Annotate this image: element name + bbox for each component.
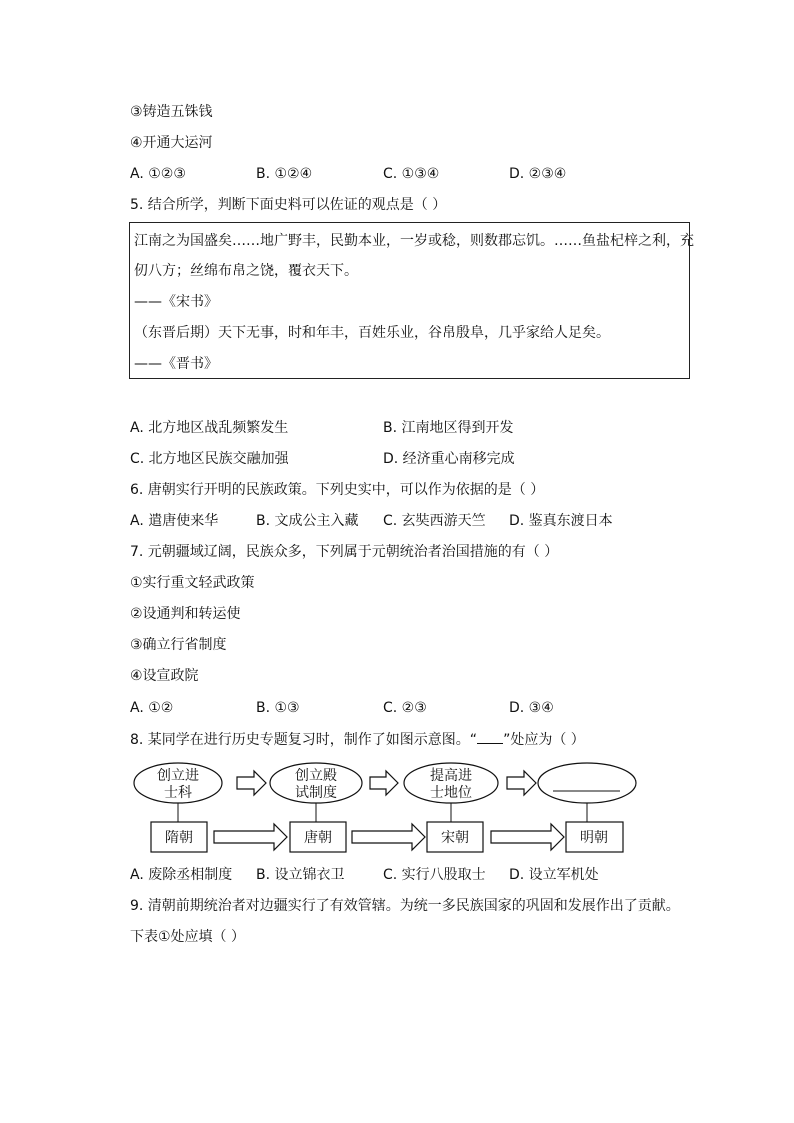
diagram-box-song-label: 宋朝 xyxy=(441,830,469,846)
q8-stem xyxy=(130,730,585,749)
q8-blank xyxy=(477,730,503,744)
diagram-arrow-top-3 xyxy=(507,771,536,795)
q9-stem-line-1: 9. 清朝前期统治者对边疆实行了有效管辖。为统一多民族国家的巩固和发展作出了贡献。 xyxy=(130,898,680,914)
q6-option-c[interactable]: C. 玄奘西游天竺 xyxy=(383,513,486,529)
diagram-arrow-bottom-3 xyxy=(491,824,564,850)
q5-source-line-1: 江南之为国盛矣……地广野丰，民勤本业，一岁或稔，则数郡忘饥。……鱼盐杞梓之利，充 xyxy=(134,233,694,249)
q4-item-4: ④开通大运河 xyxy=(130,135,213,151)
q5-option-a[interactable]: A. 北方地区战乱频繁发生 xyxy=(130,420,289,436)
diagram-oval-1-line-1: 创立进 xyxy=(157,768,199,784)
q6-option-a[interactable]: A. 遣唐使来华 xyxy=(130,513,219,529)
q5-source-citation-1: ——《宋书》 xyxy=(134,294,218,310)
q6-stem: 6. 唐朝实行开明的民族政策。下列史实中，可以作为依据的是（ ） xyxy=(130,482,545,498)
q8-option-a[interactable]: A. 废除丞相制度 xyxy=(130,867,233,883)
q7-option-a[interactable]: A. ①② xyxy=(130,700,174,716)
q7-option-d[interactable]: D. ③④ xyxy=(509,700,554,716)
q8-option-c[interactable]: C. 实行八股取士 xyxy=(383,867,486,883)
q5-stem: 5. 结合所学，判断下面史料可以佐证的观点是（ ） xyxy=(130,197,447,213)
q5-source-box xyxy=(129,222,694,379)
diagram-arrow-top-1 xyxy=(237,771,266,795)
diagram-arrow-bottom-1 xyxy=(214,824,287,850)
diagram-box-ming-label: 明朝 xyxy=(580,830,608,846)
q4-option-b[interactable]: B. ①②④ xyxy=(256,166,313,182)
q4-item-3: ③铸造五铢钱 xyxy=(130,104,213,120)
q9-stem-line-2: 下表①处应填（ ） xyxy=(130,929,246,945)
diagram-arrow-bottom-2 xyxy=(352,824,425,850)
q5-option-d[interactable]: D. 经济重心南移完成 xyxy=(383,451,515,467)
q7-item-1: ①实行重文轻武政策 xyxy=(130,575,255,591)
diagram-oval-3-line-2: 士地位 xyxy=(430,785,472,801)
diagram-oval-2-line-1: 创立殿 xyxy=(295,768,337,784)
q5-source-line-3: （东晋后期）天下无事，时和年丰，百姓乐业，谷帛殷阜，几乎家给人足矣。 xyxy=(134,325,610,341)
q5-option-c[interactable]: C. 北方地区民族交融加强 xyxy=(130,451,289,467)
q5-source-citation-2: ——《晋书》 xyxy=(134,356,218,372)
diagram-oval-3-line-1: 提高进 xyxy=(430,768,472,784)
q7-item-3: ③确立行省制度 xyxy=(130,637,227,653)
q6-option-b[interactable]: B. 文成公主入藏 xyxy=(256,513,359,529)
q4-option-a[interactable]: A. ①②③ xyxy=(130,166,186,182)
q5-option-b[interactable]: B. 江南地区得到开发 xyxy=(383,420,514,436)
diagram-oval-1-line-2: 士科 xyxy=(164,785,192,801)
q6-option-d[interactable]: D. 鉴真东渡日本 xyxy=(509,513,613,529)
diagram-oval-4-blank xyxy=(538,763,636,803)
q7-item-2: ②设通判和转运使 xyxy=(130,606,241,622)
q7-option-c[interactable]: C. ②③ xyxy=(383,700,427,716)
q7-stem: 7. 元朝疆域辽阔，民族众多，下列属于元朝统治者治国措施的有（ ） xyxy=(130,544,559,560)
diagram-box-sui-label: 隋朝 xyxy=(165,830,193,846)
diagram-oval-2-line-2: 试制度 xyxy=(295,785,337,801)
q7-item-4: ④设宣政院 xyxy=(130,668,199,684)
q8-option-d[interactable]: D. 设立军机处 xyxy=(509,867,599,883)
q8-stem-before: 8. 某同学在进行历史专题复习时，制作了如图示意图。“ xyxy=(130,732,478,748)
q5-source-line-2: 仞八方；丝绵布帛之饶，覆衣天下。 xyxy=(134,263,358,279)
q8-diagram xyxy=(0,758,794,878)
diagram-arrow-top-2 xyxy=(370,771,398,795)
diagram-box-tang-label: 唐朝 xyxy=(304,830,332,846)
q4-option-d[interactable]: D. ②③④ xyxy=(509,166,567,182)
q7-option-b[interactable]: B. ①③ xyxy=(256,700,300,716)
q8-option-b[interactable]: B. 设立锦衣卫 xyxy=(256,867,345,883)
q4-option-c[interactable]: C. ①③④ xyxy=(383,166,440,182)
q8-stem-after: ”处应为（ ） xyxy=(503,732,585,748)
